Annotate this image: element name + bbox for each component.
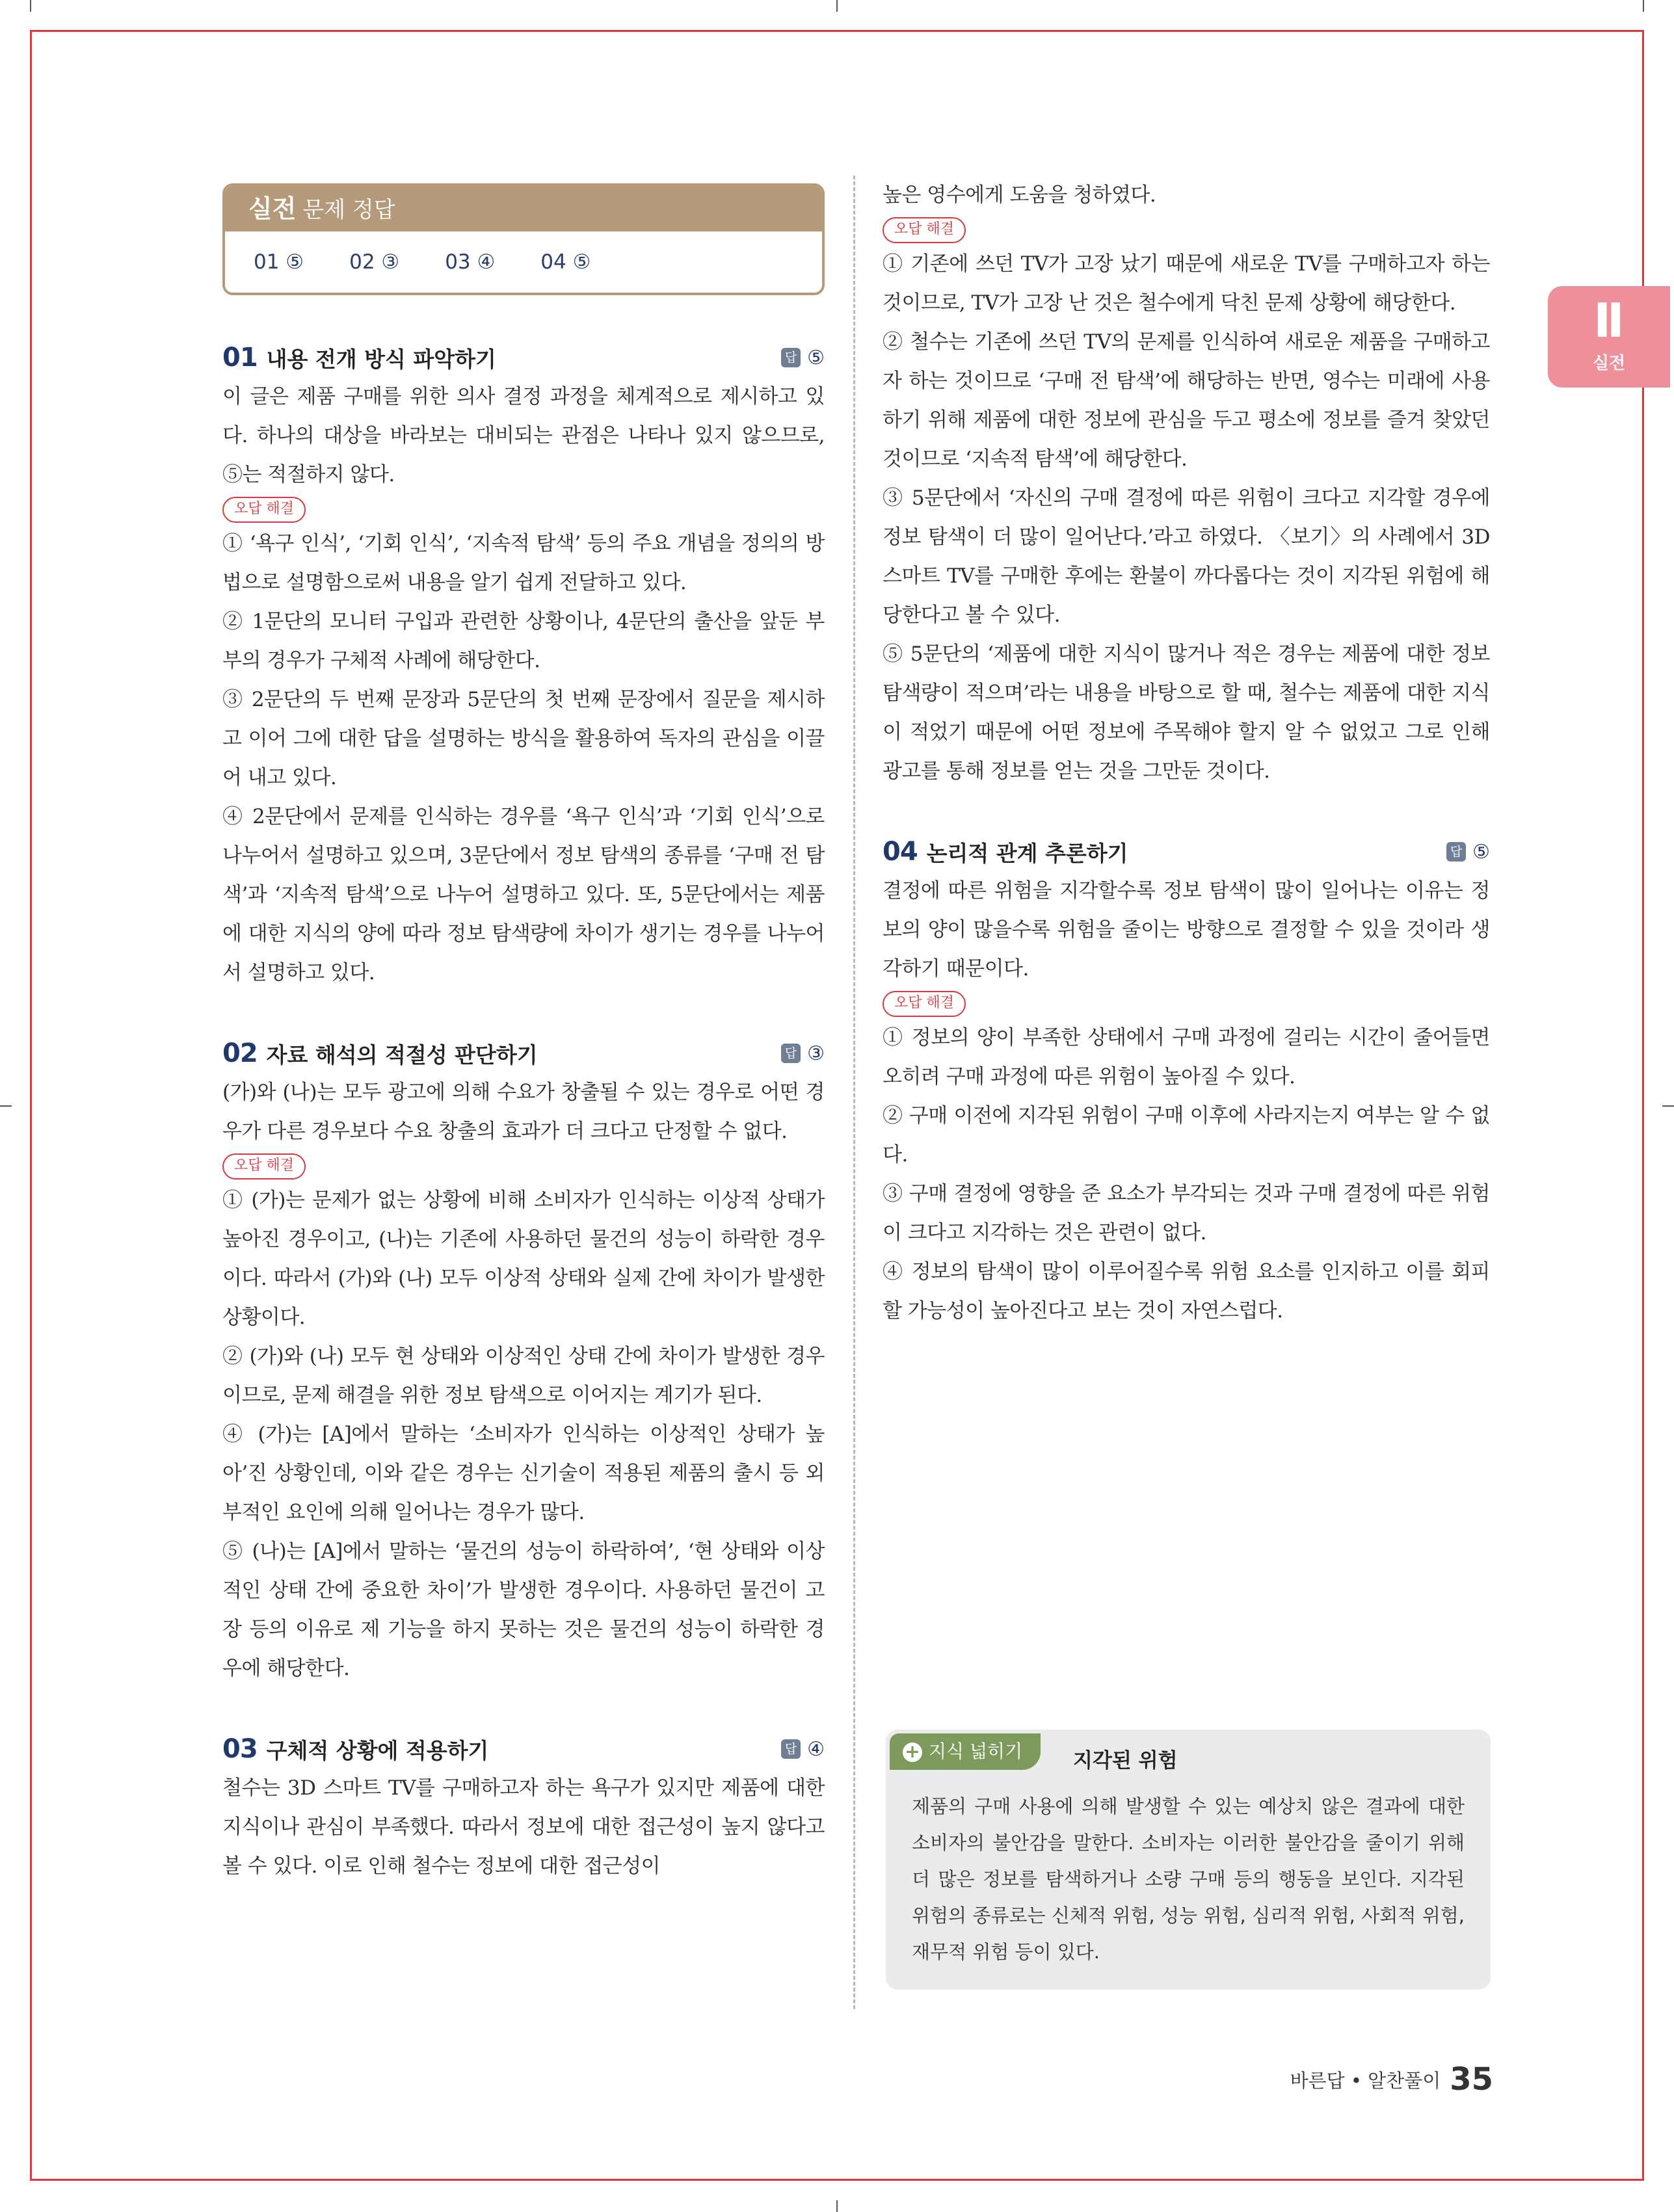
knowledge-expansion-box (886, 1730, 1491, 1990)
explanation-continued: 높은 영수에게 도움을 청하였다. (883, 183, 1156, 207)
wrong-answer-item: ④ 2문단에서 문제를 인식하는 경우를 ‘욕구 인식’과 ‘기회 인식’으로 나누어서 설명하고 있으며, 3문단에서 정보 탐색의 종류를 ‘구매 전 탐색’과 ‘지속적 탐색’으로 나누어 설명하고 있다. 또, 5문단에서는 제품에 대한 지식의 양에 따라 정보 탐색량에 차이가 생기는 경우를 나누어서 설명하고 있다. (222, 805, 825, 984)
explanation-text: 결정에 따른 위험을 지각할수록 정보 탐색이 많이 일어나는 이유는 정보의 양이 많을수록 위험을 줄이는 방향으로 결정할 수 있을 것이라 생각하기 때문이다. (883, 879, 1490, 981)
knowledge-tag-label: 지식 넓히기 (929, 1741, 1023, 1762)
crop-mark (836, 0, 838, 12)
plus-icon: + (903, 1743, 922, 1762)
answer-mark-icon: 답 (1446, 842, 1466, 862)
wrong-answer-item: ⑤ (나)는 [A]에서 말하는 ‘물건의 성능이 하락하여’, ‘현 상태와 이상적인 상태 간에 중요한 차이’가 발생한 경우이다. 사용하던 물건이 고장 등의 이유로 제 기능을 하지 못하는 것은 물건의 성능이 하락한 경우에 해당한다. (222, 1540, 825, 1680)
left-column (222, 176, 825, 1886)
wrong-answer-item: ② 철수는 기존에 쓰던 TV의 문제를 인식하여 새로운 제품을 구매하고자 하는 것이므로 ‘구매 전 탐색’에 해당하는 반면, 영수는 미래에 사용하기 위해 제품에 대한 정보에 관심을 두고 평소에 정보를 즐겨 찾았던 것이므로 ‘지속적 탐색’에 해당한다. (883, 330, 1490, 471)
right-column (883, 176, 1490, 1330)
chapter-label: 실전 (1592, 354, 1626, 373)
answer-summary-strong: 실전 (248, 194, 297, 223)
crop-mark (30, 0, 31, 12)
wrong-answer-item: ② 1문단의 모니터 구입과 관련한 상황이나, 4문단의 출산을 앞둔 부부의 경우가 구체적 사례에 해당한다. (222, 610, 825, 672)
crop-mark (1662, 1105, 1674, 1107)
wrong-answer-item: ① 기존에 쓰던 TV가 고장 났기 때문에 새로운 TV를 구매하고자 하는 것이므로, TV가 고장 난 것은 철수에게 닥친 문제 상황에 해당한다. (883, 252, 1490, 315)
chapter-numeral: Ⅱ (1593, 293, 1625, 348)
question-answer (1446, 841, 1490, 863)
crop-mark (836, 2200, 838, 2212)
answer-summary-list (225, 231, 822, 293)
answer-item: 02 ③ (349, 250, 400, 274)
answer-value: ④ (807, 1737, 825, 1761)
chapter-side-tab[interactable] (1548, 286, 1670, 388)
page-number: 35 (1450, 2061, 1493, 2098)
answer-summary-title: 문제 정답 (302, 197, 395, 223)
answer-summary-header (225, 186, 822, 231)
answer-item: 01 ⑤ (254, 250, 304, 274)
wrong-answer-badge: 오답 해결 (883, 217, 966, 243)
crop-mark (0, 1105, 12, 1107)
question-header (222, 338, 825, 377)
question-03 (222, 1730, 825, 1886)
answer-mark-icon: 답 (781, 1739, 801, 1759)
knowledge-tag (890, 1733, 1041, 1770)
answer-item: 04 ⑤ (540, 250, 591, 274)
wrong-answer-item: ③ 2문단의 두 번째 문장과 5문단의 첫 번째 문장에서 질문을 제시하고 이어 그에 대한 답을 설명하는 방식을 활용하여 독자의 관심을 이끌어 내고 있다. (222, 688, 825, 789)
answer-value: ⑤ (807, 346, 825, 369)
wrong-answer-badge: 오답 해결 (222, 1153, 306, 1179)
explanation-text: (가)와 (나)는 모두 광고에 의해 수요가 창출될 수 있는 경우로 어떤 경우가 다른 경우보다 수요 창출의 효과가 더 크다고 단정할 수 없다. (222, 1081, 825, 1143)
wrong-answer-item: ③ 구매 결정에 영향을 준 요소가 부각되는 것과 구매 결정에 따른 위험이 크다고 지각하는 것은 관련이 없다. (883, 1182, 1490, 1244)
wrong-answer-item: ④ 정보의 탐색이 많이 이루어질수록 위험 요소를 인지하고 이를 회피할 가능성이 높아진다고 보는 것이 자연스럽다. (883, 1260, 1490, 1323)
wrong-answer-item: ③ 5문단에서 ‘자신의 구매 결정에 따른 위험이 크다고 지각할 경우에 정보 탐색이 더 많이 일어난다.’라고 하였다. 〈보기〉의 사례에서 3D 스마트 TV를 구매한 후에는 환불이 까다롭다는 것이 지각된 위험에 해당한다고 볼 수 있다. (883, 486, 1490, 627)
question-answer (781, 347, 825, 369)
knowledge-body: 제품의 구매 사용에 의해 발생할 수 있는 예상치 않은 결과에 대한 소비자의 불안감을 말한다. 소비자는 이러한 불안감을 줄이기 위해 더 많은 정보를 탐색하거나 소량 구매 등의 행동을 보인다. 지각된 위험의 종류로는 신체적 위험, 성능 위험, 심리적 위험, 사회적 위험, 재무적 위험 등이 있다. (912, 1795, 1465, 1963)
column-divider (853, 176, 855, 2009)
question-header (883, 832, 1490, 871)
question-02 (222, 1034, 825, 1688)
wrong-answer-item: ① (가)는 문제가 없는 상황에 비해 소비자가 인식하는 이상적 상태가 높아진 경우이고, (나)는 기존에 사용하던 물건의 성능이 하락한 경우이다. 따라서 (가)와 (나) 모두 이상적 상태와 실제 간에 차이가 발생한 상황이다. (222, 1189, 825, 1329)
answer-mark-icon: 답 (781, 1044, 801, 1063)
wrong-answer-item: ② 구매 이전에 지각된 위험이 구매 이후에 사라지는지 여부는 알 수 없다. (883, 1104, 1490, 1166)
wrong-answer-badge: 오답 해결 (883, 991, 966, 1017)
question-number: 02 (222, 1038, 258, 1068)
wrong-answer-item: ④ (가)는 [A]에서 말하는 ‘소비자가 인식하는 이상적인 상태가 높아’진 상황인데, 이와 같은 경우는 신기술이 적용된 제품의 출시 등 외부적인 요인에 의해 일어나는 경우가 많다. (222, 1423, 825, 1524)
question-number: 01 (222, 343, 258, 373)
answer-summary-box (222, 183, 825, 295)
question-04 (883, 832, 1490, 1330)
wrong-answer-badge: 오답 해결 (222, 497, 306, 523)
wrong-answer-item: ① ‘욕구 인식’, ‘기회 인식’, ‘지속적 탐색’ 등의 주요 개념을 정의의 방법으로 설명함으로써 내용을 알기 쉽게 전달하고 있다. (222, 532, 825, 594)
question-number: 04 (883, 837, 918, 867)
question-title: 논리적 관계 추론하기 (926, 840, 1128, 866)
question-title: 자료 해석의 적절성 판단하기 (266, 1042, 538, 1068)
question-number: 03 (222, 1734, 258, 1764)
knowledge-title: 지각된 위험 (1073, 1749, 1178, 1772)
question-title: 구체적 상황에 적용하기 (266, 1737, 489, 1763)
answer-mark-icon: 답 (781, 348, 801, 367)
crop-mark (1643, 0, 1644, 12)
explanation-text: 이 글은 제품 구매를 위한 의사 결정 과정을 체계적으로 제시하고 있다. 하나의 대상을 바라보는 대비되는 관점은 나타나 있지 않으므로, ⑤는 적절하지 않다. (222, 385, 825, 486)
wrong-answer-item: ① 정보의 양이 부족한 상태에서 구매 과정에 걸리는 시간이 줄어들면 오히려 구매 과정에 따른 위험이 높아질 수 있다. (883, 1026, 1490, 1088)
page-footer (1290, 2061, 1493, 2098)
answer-item: 03 ④ (445, 250, 496, 274)
answer-value: ⑤ (1472, 840, 1490, 863)
question-header (222, 1730, 825, 1769)
answer-value: ③ (807, 1042, 825, 1065)
explanation-text: 철수는 3D 스마트 TV를 구매하고자 하는 욕구가 있지만 제품에 대한 지식이나 관심이 부족했다. 따라서 정보에 대한 접근성이 높지 않다고 볼 수 있다. 이로 인해 철수는 정보에 대한 접근성이 (222, 1776, 825, 1878)
question-header (222, 1034, 825, 1073)
footer-label: 바른답 • 알찬풀이 (1290, 2069, 1441, 2092)
question-title: 내용 전개 방식 파악하기 (266, 346, 496, 372)
question-01 (222, 338, 825, 992)
wrong-answer-item: ⑤ 5문단의 ‘제품에 대한 지식이 많거나 적은 경우는 제품에 대한 정보 탐색량이 적으며’라는 내용을 바탕으로 할 때, 철수는 제품에 대한 지식이 적었기 때문에 어떤 정보에 주목해야 할지 알 수 없었고 그로 인해 광고를 통해 정보를 얻는 것을 그만둔 것이다. (883, 642, 1490, 783)
wrong-answer-item: ② (가)와 (나) 모두 현 상태와 이상적인 상태 간에 차이가 발생한 경우이므로, 문제 해결을 위한 정보 탐색으로 이어지는 계기가 된다. (222, 1345, 825, 1407)
question-answer (781, 1042, 825, 1065)
question-answer (781, 1738, 825, 1761)
